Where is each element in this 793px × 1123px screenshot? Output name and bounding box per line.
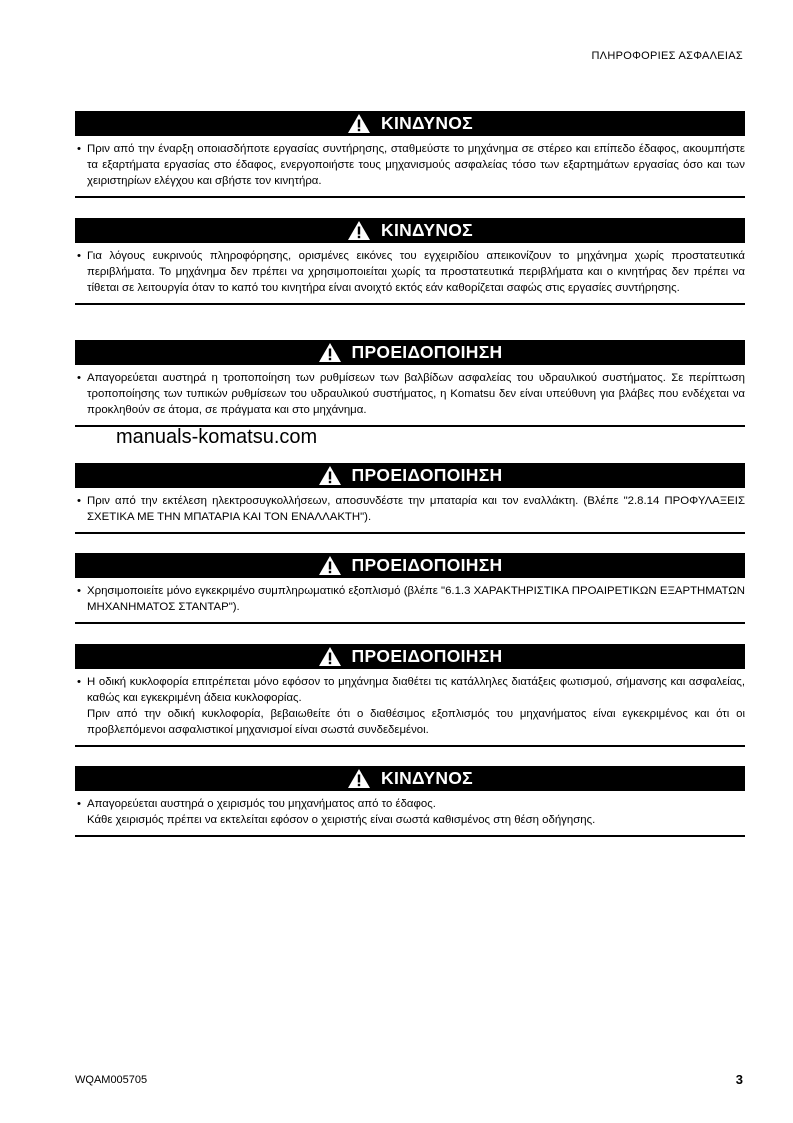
warning-body xyxy=(75,365,745,427)
item-text: Πριν από την έναρξη οποιασδήποτε εργασίας συντήρησης, σταθμεύστε το μηχάνημα σε στέρεο και επίπεδο έδαφος, ακουμπήστε τα εξαρτήματα εργασίας στο έδαφος, ενεργοποιήστε τους μηχανισμούς ασφαλείας τόσο των εξαρτημάτων εργασίας όσο και των χειριστηρίων ελέγχου και σβήστε τον κινητήρα. xyxy=(87,143,745,187)
danger-body xyxy=(75,243,745,305)
danger-header xyxy=(75,111,745,136)
bullet: • xyxy=(77,495,81,507)
warning-body xyxy=(75,488,745,534)
warning-body xyxy=(75,669,745,747)
list-item xyxy=(75,674,745,738)
item-line: Απαγορεύεται αυστηρά ο χειρισμός του μηχανήματος από το έδαφος. xyxy=(87,798,436,810)
list-item xyxy=(75,248,745,296)
item-line: Πριν από την οδική κυκλοφορία, βεβαιωθείτε ότι ο διαθέσιμος εξοπλισμός του μηχανήματος είναι εγκεκριμένος και ότι οι προβλεπόμενοι ασφαλιστικοί μηχανισμοί είναι σωστά συνδεδεμένοι. xyxy=(87,708,745,736)
list-item xyxy=(75,141,745,189)
bullet: • xyxy=(77,372,81,384)
warning-label: ΠΡΟΕΙΔΟΠΟΙΗΣΗ xyxy=(351,465,503,485)
danger-body xyxy=(75,136,745,198)
warning-header xyxy=(75,463,745,488)
page-number: 3 xyxy=(735,1072,743,1087)
warning-triangle-icon xyxy=(318,342,342,363)
warning-box xyxy=(75,340,745,427)
warning-triangle-icon xyxy=(318,646,342,667)
item-line: Κάθε χειρισμός πρέπει να εκτελείται εφόσον ο χειριστής είναι σωστά καθισμένος στη θέση οδήγησης. xyxy=(87,814,596,826)
danger-label: ΚΙΝΔΥΝΟΣ xyxy=(381,220,473,240)
bullet: • xyxy=(77,143,81,155)
danger-body xyxy=(75,791,745,837)
watermark: manuals-komatsu.com xyxy=(116,426,318,448)
item-text: Χρησιμοποιείτε μόνο εγκεκριμένο συμπληρωματικό εξοπλισμό (βλέπε "6.1.3 ΧΑΡΑΚΤΗΡΙΣΤΙΚΑ ΠΡΟΑΙΡΕΤΙΚΩΝ ΕΞΑΡΤΗΜΑΤΩΝ ΜΗΧΑΝΗΜΑΤΟΣ ΣΤΑΝΤΑΡ"). xyxy=(87,585,745,613)
list-item xyxy=(75,493,745,525)
warning-triangle-icon xyxy=(347,768,371,789)
warning-header xyxy=(75,553,745,578)
danger-header xyxy=(75,218,745,243)
warning-triangle-icon xyxy=(318,465,342,486)
warning-body xyxy=(75,578,745,624)
item-text: Απαγορεύεται αυστηρά η τροποποίηση των ρυθμίσεων των βαλβίδων ασφαλείας του υδραυλικού συστήματος. Σε περίπτωση τροποποίησης των τυπικών ρυθμίσεων του υδραυλικού συστήματος, η Komatsu δεν είναι υπεύθυνη για βλάβες που ενδέχεται να προκληθούν σε άτομα, σε πράγματα και στο μηχάνημα. xyxy=(87,372,745,416)
danger-header xyxy=(75,766,745,791)
danger-label: ΚΙΝΔΥΝΟΣ xyxy=(381,113,473,133)
danger-box xyxy=(75,218,745,305)
bullet: • xyxy=(77,676,81,688)
warning-box xyxy=(75,553,745,624)
item-text: Για λόγους ευκρινούς πληροφόρησης, ορισμένες εικόνες του εγχειριδίου απεικονίζουν το μηχάνημα χωρίς προστατευτικά περιβλήματα. Το μηχάνημα δεν πρέπει να χρησιμοποιείται χωρίς τα προστατευτικά περιβλήματα και ο κινητήρας δεν πρέπει να τίθεται σε λειτουργία όταν το καπό του κινητήρα είναι ανοιχτό εκτός εάν καθορίζεται σαφώς στις εργασίες συντήρησης. xyxy=(87,250,745,294)
item-text xyxy=(87,674,745,738)
document-code: WQAM005705 xyxy=(75,1074,148,1086)
list-item xyxy=(75,583,745,615)
warning-box xyxy=(75,644,745,747)
danger-box xyxy=(75,111,745,198)
item-line: Η οδική κυκλοφορία επιτρέπεται μόνο εφόσον το μηχάνημα διαθέτει τις κατάλληλες διατάξεις φωτισμού, σήμανσης και ασφαλείας, καθώς και εγκεκριμένη άδεια κυκλοφορίας. xyxy=(87,676,745,704)
warning-label: ΠΡΟΕΙΔΟΠΟΙΗΣΗ xyxy=(351,646,503,666)
bullet: • xyxy=(77,585,81,597)
item-text: Πριν από την εκτέλεση ηλεκτροσυγκολλήσεων, αποσυνδέστε την μπαταρία και τον εναλλάκτη. (Βλέπε "2.8.14 ΠΡΟΦΥΛΑΞΕΙΣ ΣΧΕΤΙΚΑ ΜΕ ΤΗΝ ΜΠΑΤΑΡΙΑ ΚΑΙ ΤΟΝ ΕΝΑΛΛΑΚΤΗ"). xyxy=(87,495,745,523)
page-header-title: ΠΛΗΡΟΦΟΡΙΕΣ ΑΣΦΑΛΕΙΑΣ xyxy=(591,50,743,62)
warning-triangle-icon xyxy=(347,113,371,134)
bullet: • xyxy=(77,798,81,810)
warning-header xyxy=(75,644,745,669)
warning-triangle-icon xyxy=(347,220,371,241)
list-item xyxy=(75,796,745,828)
bullet: • xyxy=(77,250,81,262)
danger-box xyxy=(75,766,745,837)
warning-label: ΠΡΟΕΙΔΟΠΟΙΗΣΗ xyxy=(351,555,503,575)
list-item xyxy=(75,370,745,418)
warning-box xyxy=(75,463,745,534)
warning-label: ΠΡΟΕΙΔΟΠΟΙΗΣΗ xyxy=(351,342,503,362)
warning-triangle-icon xyxy=(318,555,342,576)
item-text xyxy=(87,796,745,828)
danger-label: ΚΙΝΔΥΝΟΣ xyxy=(381,768,473,788)
warning-header xyxy=(75,340,745,365)
